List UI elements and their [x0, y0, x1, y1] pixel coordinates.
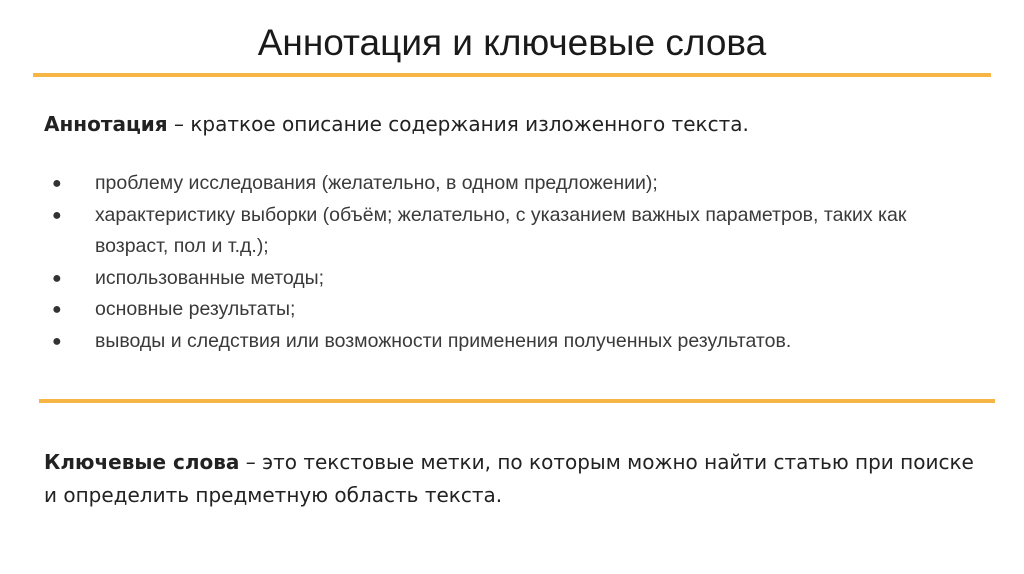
keywords-definition-text: – это текстовые метки, по которым можно найти статью при поиске и определить предметную область текста. [44, 450, 974, 507]
bullet-text: характеристику выборки (объём; желательно, с указанием важных параметров, таких как возраст, пол и т.д.); [95, 203, 907, 257]
bullet-text: выводы и следствия или возможности применения полученных результатов. [95, 329, 792, 352]
annotation-definition-text: – краткое описание содержания изложенного текста. [167, 112, 749, 136]
annotation-bullet-list [52, 168, 982, 357]
annotation-term: Аннотация [44, 112, 168, 136]
bullet-dot-icon: ● [52, 175, 62, 192]
bullet-item [52, 200, 982, 263]
keywords-definition [44, 446, 984, 512]
bullet-text: использованные методы; [95, 266, 325, 289]
top-divider [33, 73, 991, 77]
bullet-item [52, 168, 982, 200]
middle-divider [39, 399, 995, 403]
bullet-item [52, 263, 982, 295]
bullet-item [52, 326, 982, 358]
bullet-item [52, 294, 982, 326]
bullet-text: проблему исследования (желательно, в одном предложении); [95, 172, 658, 194]
annotation-definition [44, 108, 984, 141]
bullet-dot-icon: ● [52, 301, 62, 318]
bullet-dot-icon: ● [52, 332, 62, 350]
bullet-dot-icon: ● [52, 206, 62, 224]
bullet-dot-icon: ● [52, 269, 62, 287]
keywords-term: Ключевые слова [44, 450, 240, 474]
bullet-text: основные результаты; [95, 298, 296, 320]
slide-title: Аннотация и ключевые слова [257, 22, 767, 63]
